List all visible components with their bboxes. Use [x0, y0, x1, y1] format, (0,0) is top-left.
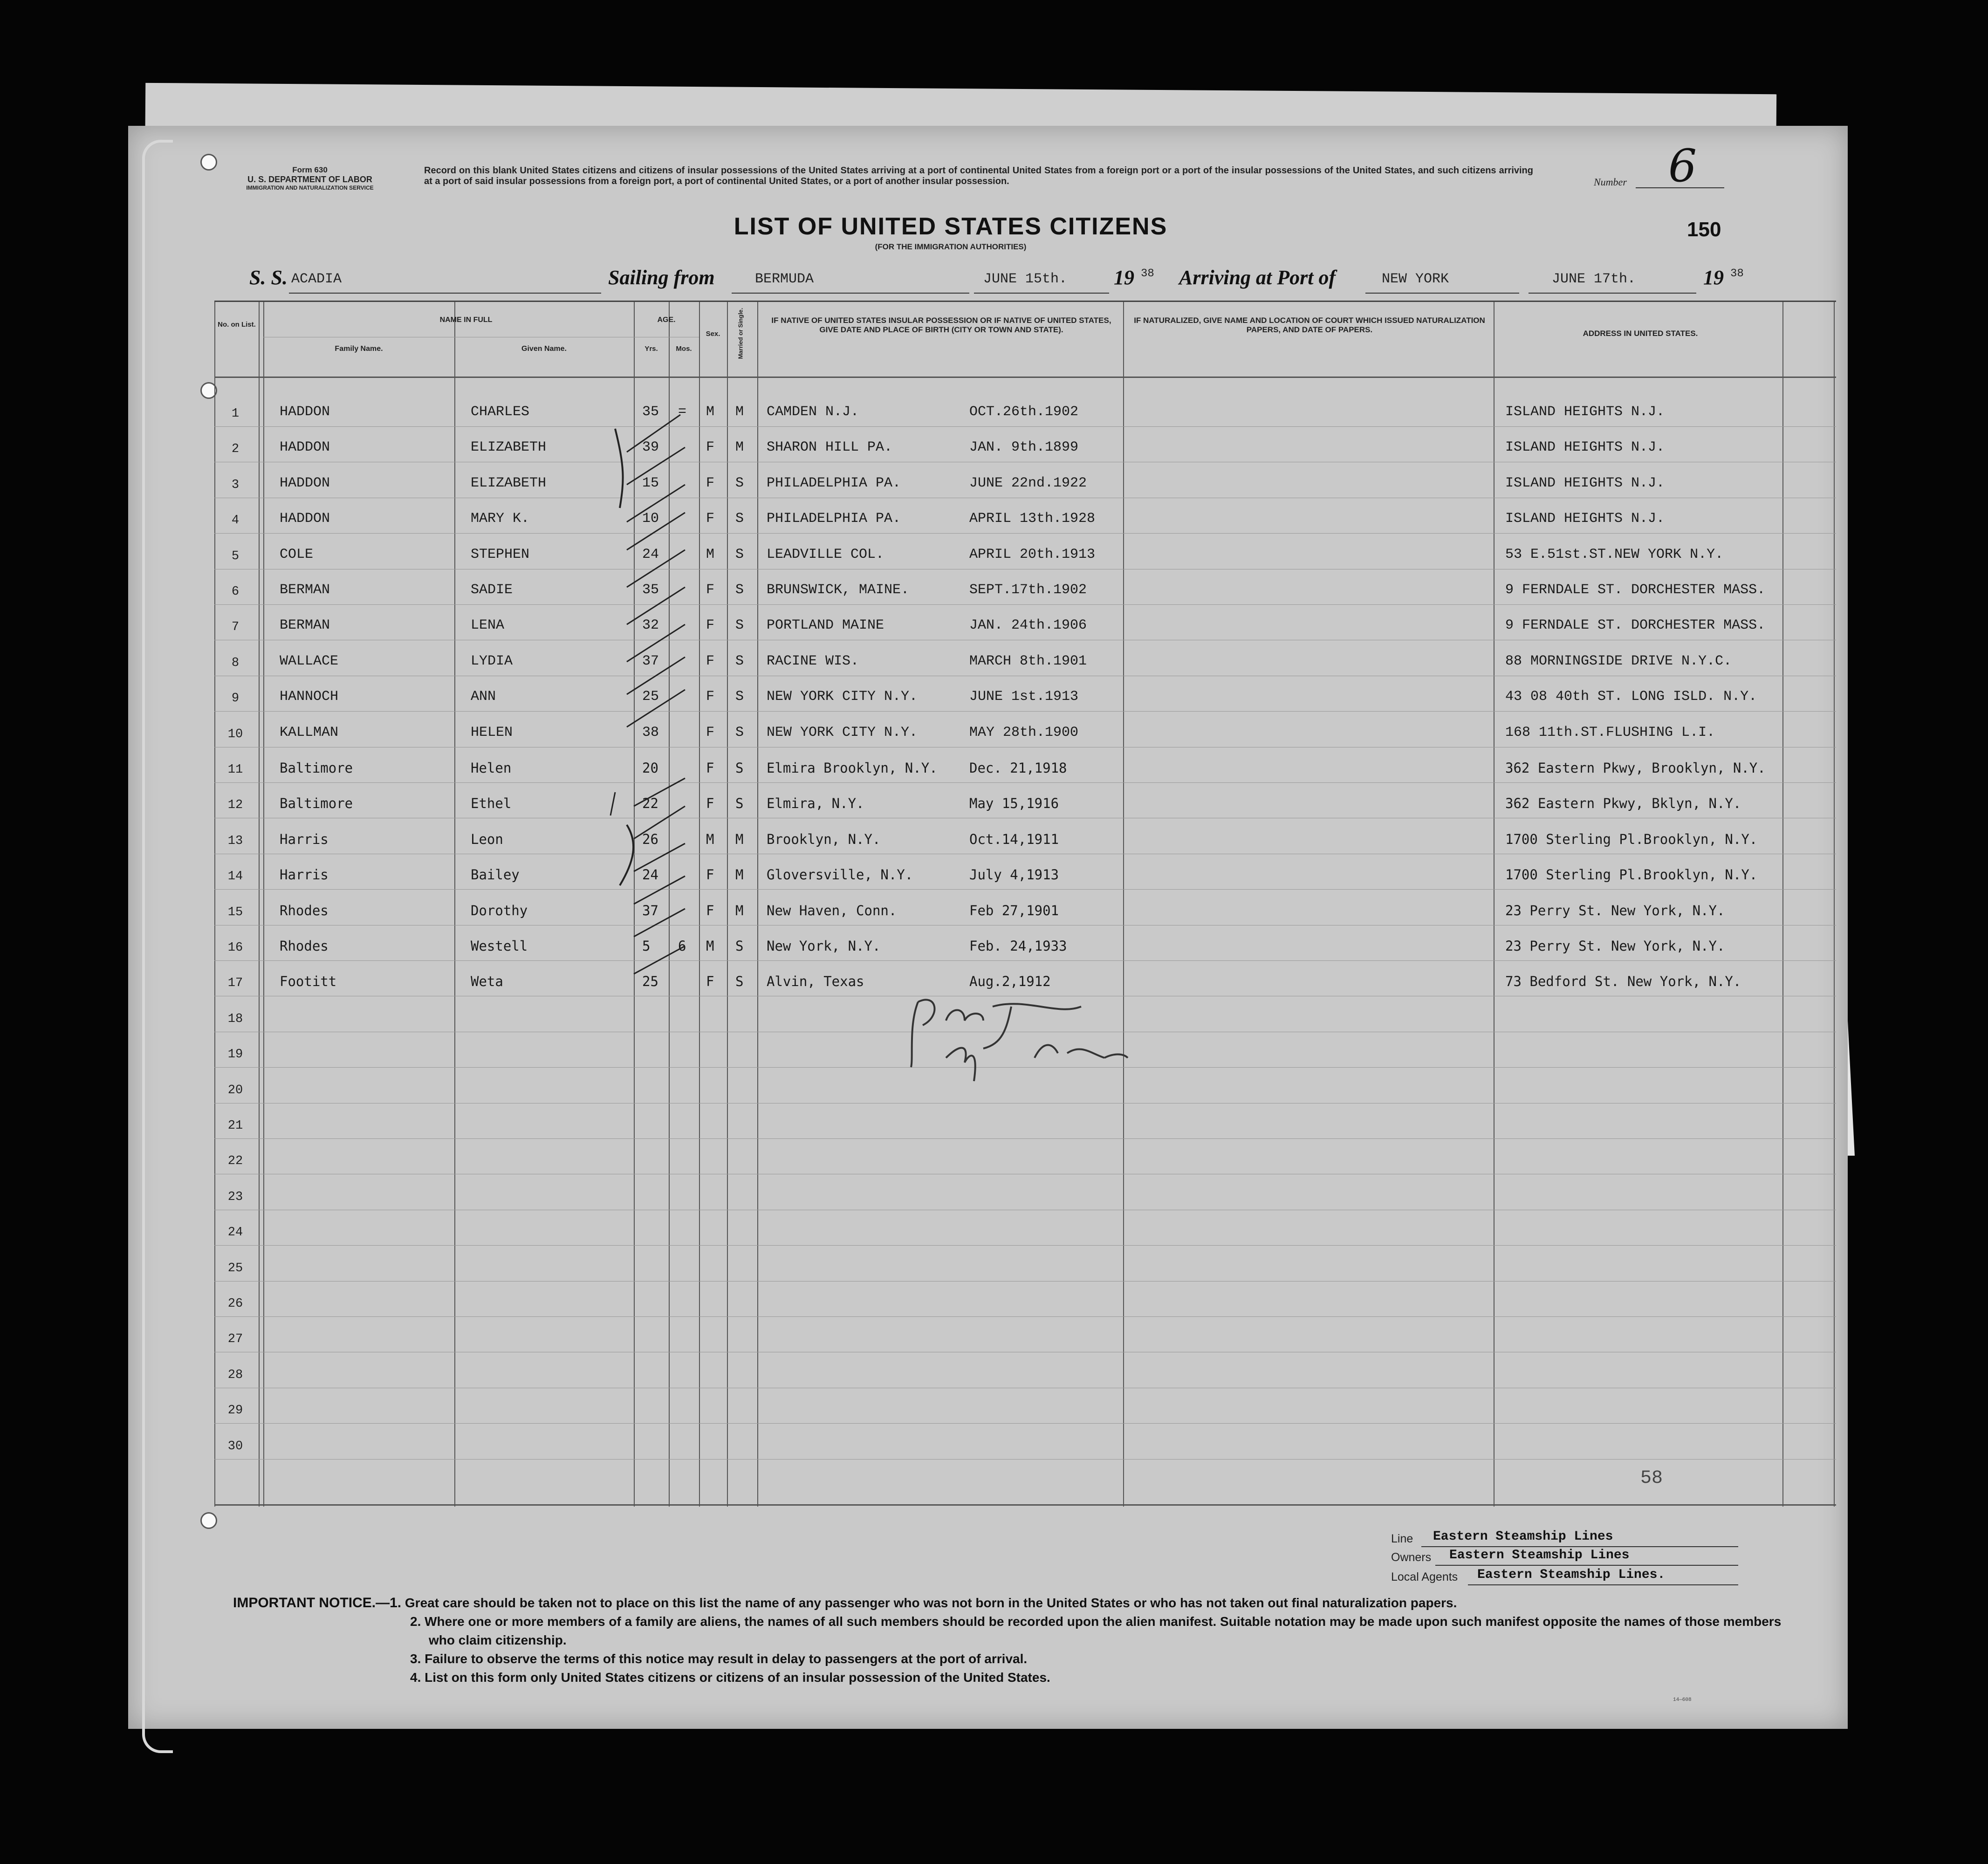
row-number: 11	[227, 763, 243, 777]
cell-place: RACINE WIS.	[767, 653, 859, 669]
agents-label: Local Agents	[1391, 1570, 1458, 1583]
row-number: 18	[227, 1012, 243, 1026]
cell-sex: M	[706, 546, 715, 562]
cell-date: Dec. 21,1918	[969, 760, 1067, 776]
cell-yrs: 32	[642, 617, 659, 634]
cell-sex: F	[706, 973, 714, 990]
cell-date: Feb 27,1901	[969, 902, 1059, 918]
form-header	[205, 165, 415, 191]
sailing-underline	[732, 293, 969, 294]
row-number: 12	[227, 798, 243, 813]
cell-place: PORTLAND MAINE	[767, 617, 884, 634]
sailing-year-prefix: 19	[1114, 266, 1134, 289]
arriving-date-underline	[1529, 293, 1696, 294]
row-number: 14	[227, 870, 243, 884]
service: IMMIGRATION AND NATURALIZATION SERVICE	[246, 185, 374, 191]
row-number: 24	[227, 1226, 243, 1240]
cell-place: Elmira Brooklyn, N.Y.	[767, 760, 938, 776]
cell-mos: =	[678, 404, 687, 420]
arriving-date: JUNE 17th.	[1552, 271, 1636, 287]
owners-label: Owners	[1391, 1551, 1432, 1564]
cell-ms: S	[735, 795, 744, 812]
cell-sex: F	[706, 795, 714, 812]
cell-ms: S	[735, 653, 744, 669]
page-title: LIST OF UNITED STATES CITIZENS	[734, 213, 1168, 240]
passenger-table	[214, 301, 1836, 1507]
notice-lead: IMPORTANT NOTICE.—1.	[233, 1595, 402, 1610]
cell-given: HELEN	[471, 724, 513, 740]
cell-ms: S	[735, 689, 744, 705]
cell-given: Westell	[471, 938, 528, 954]
notice-item-2: 2. Where one or more members of a family are aliens, the names of all such members should be recorded upon the alien manifest. Suitable notation may be made upon such manifest opposite the names of those members who claim citizenship.	[410, 1614, 1782, 1647]
cell-address: 53 E.51st.ST.NEW YORK N.Y.	[1505, 546, 1724, 562]
cell-sex: M	[706, 831, 714, 847]
cell-place: SHARON HILL PA.	[767, 439, 893, 456]
cell-place: BRUNSWICK, MAINE.	[767, 582, 910, 598]
cell-date: SEPT.17th.1902	[969, 582, 1087, 598]
cell-sex: M	[706, 938, 714, 954]
cell-sex: F	[706, 439, 715, 456]
cell-yrs: 5	[642, 938, 651, 954]
cell-given: Helen	[471, 760, 512, 776]
row-rule	[214, 604, 1836, 605]
bottom-number: 58	[1640, 1468, 1663, 1489]
cell-given: Leon	[471, 831, 503, 847]
cell-ms: S	[735, 760, 744, 776]
arriving-port: NEW YORK	[1382, 271, 1449, 287]
cell-ms: S	[735, 582, 744, 598]
row-number: 30	[227, 1439, 243, 1453]
cell-family: WALLACE	[280, 653, 339, 669]
cell-given: Weta	[471, 973, 503, 990]
row-rule	[214, 426, 1836, 427]
row-rule	[214, 889, 1836, 890]
cell-family: Harris	[280, 831, 329, 847]
cell-given: MARY K.	[471, 511, 530, 527]
agents-value: Eastern Steamship Lines.	[1477, 1568, 1666, 1582]
cell-date: APRIL 20th.1913	[969, 546, 1096, 562]
cell-yrs: 25	[642, 973, 658, 990]
cell-place: New Haven, Conn.	[767, 902, 897, 918]
row-rule	[214, 1316, 1836, 1317]
cell-ms: S	[735, 511, 744, 527]
cell-given: CHARLES	[471, 404, 530, 420]
row-number: 28	[227, 1368, 243, 1382]
cell-address: 43 08 40th ST. LONG ISLD. N.Y.	[1505, 689, 1757, 705]
row-number: 10	[227, 727, 243, 741]
cell-ms: S	[735, 973, 744, 990]
cell-sex: F	[706, 902, 714, 918]
cell-date: JAN. 9th.1899	[969, 439, 1079, 456]
cell-date: JUNE 1st.1913	[969, 689, 1079, 705]
cell-yrs: 20	[642, 760, 658, 776]
cell-ms: S	[735, 546, 744, 562]
form-number: Form 630	[292, 165, 328, 174]
cell-sex: F	[706, 867, 714, 883]
cell-sex: F	[706, 617, 715, 634]
cell-given: ANN	[471, 689, 496, 705]
row-rule	[214, 533, 1836, 534]
cell-yrs: 22	[642, 795, 658, 812]
cell-date: Oct.14,1911	[969, 831, 1059, 847]
row-rule	[214, 711, 1836, 712]
page-number: 150	[1687, 218, 1721, 241]
row-number: 19	[227, 1048, 243, 1062]
cell-date: APRIL 13th.1928	[969, 511, 1096, 527]
cell-yrs: 37	[642, 653, 659, 669]
arriving-port-underline	[1365, 293, 1519, 294]
col-mos: Mos.	[676, 345, 692, 353]
row-number: 26	[227, 1297, 243, 1311]
sailing-date-underline	[974, 293, 1109, 294]
cell-yrs: 35	[642, 404, 659, 420]
cell-ms: M	[735, 439, 744, 456]
cell-given: SADIE	[471, 582, 513, 598]
cell-given: ELIZABETH	[471, 439, 547, 456]
cell-sex: F	[706, 653, 715, 669]
cell-date: Aug.2,1912	[969, 973, 1051, 990]
line-label: Line	[1391, 1532, 1413, 1545]
cell-given: Bailey	[471, 867, 520, 883]
cell-given: LENA	[471, 617, 505, 634]
row-number: 5	[231, 549, 240, 563]
cell-family: KALLMAN	[280, 724, 339, 740]
cell-address: 1700 Sterling Pl.Brooklyn, N.Y.	[1505, 867, 1758, 883]
record-instructions: Record on this blank United States citizens and citizens of insular possessions of the United States arriving at a port of continental United States from a foreign port or a port of the insular possessions of the United States, and such citizens arriving at a port of said insular possessions from a foreign port, a port of continental United States, or a port of another insular possession.	[424, 165, 1533, 186]
cell-ms: M	[735, 902, 744, 918]
cell-place: PHILADELPHIA PA.	[767, 475, 901, 491]
row-number: 23	[227, 1190, 243, 1204]
cell-ms: M	[735, 867, 744, 883]
cell-date: May 15,1916	[969, 795, 1059, 812]
cell-yrs: 26	[642, 831, 658, 847]
row-number: 16	[227, 941, 243, 955]
arriving-label: Arriving at Port of	[1179, 266, 1336, 289]
page-subtitle: (FOR THE IMMIGRATION AUTHORITIES)	[875, 242, 1027, 251]
row-number: 3	[231, 478, 240, 492]
cell-yrs: 10	[642, 511, 659, 527]
cell-yrs: 24	[642, 867, 658, 883]
cell-family: HADDON	[280, 511, 330, 527]
cell-family: HADDON	[280, 475, 330, 491]
cell-yrs: 24	[642, 546, 659, 562]
row-number: 15	[227, 905, 243, 919]
cell-date: JUNE 22nd.1922	[969, 475, 1087, 491]
cell-address: ISLAND HEIGHTS N.J.	[1505, 475, 1665, 491]
cell-date: OCT.26th.1902	[969, 404, 1079, 420]
cell-ms: S	[735, 617, 744, 634]
col-address: ADDRESS IN UNITED STATES.	[1583, 329, 1698, 338]
cell-sex: M	[706, 404, 715, 420]
cell-address: ISLAND HEIGHTS N.J.	[1505, 439, 1665, 456]
row-number: 8	[231, 656, 240, 670]
cell-ms: M	[735, 404, 744, 420]
cell-yrs: 38	[642, 724, 659, 740]
cell-address: 362 Eastern Pkwy, Bklyn, N.Y.	[1505, 795, 1741, 812]
cell-date: MARCH 8th.1901	[969, 653, 1087, 669]
cell-place: NEW YORK CITY N.Y.	[767, 724, 918, 740]
sailing-date: JUNE 15th.	[983, 271, 1068, 287]
arriving-year: 38	[1730, 267, 1744, 280]
cell-address: 88 MORNINGSIDE DRIVE N.Y.C.	[1505, 653, 1732, 669]
col-yrs: Yrs.	[644, 345, 658, 353]
row-number: 1	[231, 407, 240, 421]
cell-ms: S	[735, 938, 744, 954]
cell-address: 9 FERNDALE ST. DORCHESTER MASS.	[1505, 582, 1766, 598]
cell-yrs: 25	[642, 689, 659, 705]
cell-date: July 4,1913	[969, 867, 1059, 883]
sailing-from: BERMUDA	[755, 271, 814, 287]
notice-item-4: 4. List on this form only United States citizens or citizens of an insular possession of the United States.	[410, 1670, 1050, 1685]
cell-sex: F	[706, 511, 715, 527]
cell-date: MAY 28th.1900	[969, 724, 1079, 740]
row-number: 25	[227, 1261, 243, 1275]
handwritten-check-marks	[606, 396, 722, 1002]
cell-address: 362 Eastern Pkwy, Brooklyn, N.Y.	[1505, 760, 1766, 776]
col-name-in-full: NAME IN FULL	[439, 316, 493, 324]
cell-family: Baltimore	[280, 795, 353, 812]
cell-address: 73 Bedford St. New York, N.Y.	[1505, 973, 1741, 990]
row-rule	[214, 1245, 1836, 1246]
cell-yrs: 15	[642, 475, 659, 491]
row-rule	[214, 960, 1836, 961]
cell-family: HADDON	[280, 404, 330, 420]
row-rule	[214, 1281, 1836, 1282]
cell-given: Dorothy	[471, 902, 528, 918]
cell-family: Baltimore	[280, 760, 353, 776]
row-number: 27	[227, 1332, 243, 1347]
row-rule	[214, 1138, 1836, 1139]
row-number: 9	[231, 692, 240, 706]
cell-place: Elmira, N.Y.	[767, 795, 864, 812]
row-number: 6	[231, 585, 240, 599]
col-married: Married or Single.	[737, 308, 744, 359]
ship-name: ACADIA	[291, 271, 342, 287]
row-number: 4	[231, 514, 240, 528]
cell-address: 1700 Sterling Pl.Brooklyn, N.Y.	[1505, 831, 1758, 847]
row-number: 13	[227, 834, 243, 848]
col-native: IF NATIVE OF UNITED STATES INSULAR POSSESSION OR IF NATIVE OF UNITED STATES, GIVE DATE AND PLACE OF BIRTH (CITY OR TOWN AND STATE).	[771, 316, 1111, 334]
cell-ms: S	[735, 475, 744, 491]
line-value: Eastern Steamship Lines	[1433, 1529, 1613, 1544]
col-given-name: Given Name.	[521, 345, 567, 353]
cell-family: BERMAN	[280, 582, 330, 598]
number-value: 6	[1668, 140, 1697, 192]
row-number: 20	[227, 1083, 243, 1097]
cell-address: 23 Perry St. New York, N.Y.	[1505, 938, 1725, 954]
cell-given: ELIZABETH	[471, 475, 547, 491]
cell-address: 168 11th.ST.FLUSHING L.I.	[1505, 724, 1715, 740]
col-age: AGE.	[657, 316, 676, 324]
cell-place: Alvin, Texas	[767, 973, 864, 990]
cell-yrs: 39	[642, 439, 659, 456]
binder-ring	[142, 140, 173, 1753]
cell-family: HADDON	[280, 439, 330, 456]
notice-item-3: 3. Failure to observe the terms of this notice may result in delay to passengers at the port of arrival.	[410, 1652, 1028, 1666]
cell-address: 23 Perry St. New York, N.Y.	[1505, 902, 1725, 918]
cell-given: Ethel	[471, 795, 512, 812]
row-number: 29	[227, 1404, 243, 1418]
ss-label: S. S.	[249, 266, 288, 289]
important-notice	[233, 1594, 1789, 1687]
cell-date: Feb. 24,1933	[969, 938, 1067, 954]
cell-sex: F	[706, 760, 714, 776]
row-rule	[214, 1459, 1836, 1460]
cell-ms: S	[735, 724, 744, 740]
print-code: 14—608	[1673, 1697, 1692, 1703]
cell-place: NEW YORK CITY N.Y.	[767, 689, 918, 705]
row-number: 2	[231, 442, 240, 457]
cell-mos: 6	[678, 938, 686, 954]
cell-family: Rhodes	[280, 902, 329, 918]
cell-ms: M	[735, 831, 744, 847]
department: U. S. DEPARTMENT OF LABOR	[247, 175, 372, 184]
col-no: No. on List.	[218, 321, 256, 329]
cell-given: LYDIA	[471, 653, 513, 669]
cell-yrs: 37	[642, 902, 658, 918]
cell-family: Footitt	[280, 973, 337, 990]
cell-place: Brooklyn, N.Y.	[767, 831, 881, 847]
cell-address: 9 FERNDALE ST. DORCHESTER MASS.	[1505, 617, 1766, 634]
cell-place: Gloversville, N.Y.	[767, 867, 913, 883]
cell-family: BERMAN	[280, 617, 330, 634]
row-number: 7	[231, 620, 240, 635]
cell-yrs: 35	[642, 582, 659, 598]
cell-family: Harris	[280, 867, 329, 883]
cell-place: LEADVILLE COL.	[767, 546, 884, 562]
cell-sex: F	[706, 582, 715, 598]
sailing-year: 38	[1141, 267, 1154, 280]
number-label: Number	[1594, 176, 1627, 188]
col-family-name: Family Name.	[335, 345, 383, 353]
cell-given: STEPHEN	[471, 546, 530, 562]
cell-place: CAMDEN N.J.	[767, 404, 859, 420]
cell-family: Rhodes	[280, 938, 329, 954]
row-rule	[214, 782, 1836, 783]
notice-item-1: Great care should be taken not to place on this list the name of any passenger who was not born in the United States or who has not taken out final naturalization papers.	[404, 1596, 1457, 1610]
punch-hole	[200, 1512, 217, 1529]
row-rule	[214, 1423, 1836, 1424]
row-number: 21	[227, 1119, 243, 1133]
cell-family: HANNOCH	[280, 689, 339, 705]
row-number: 22	[227, 1154, 243, 1169]
ship-underline	[289, 293, 601, 294]
owners-value: Eastern Steamship Lines	[1449, 1548, 1630, 1562]
col-naturalized: IF NATURALIZED, GIVE NAME AND LOCATION OF COURT WHICH ISSUED NATURALIZATION PAPERS, AND DATE OF PAPERS.	[1134, 316, 1485, 334]
cell-date: JAN. 24th.1906	[969, 617, 1087, 634]
cell-sex: F	[706, 689, 715, 705]
sailing-label: Sailing from	[608, 266, 715, 289]
handwritten-signature	[904, 988, 1165, 1095]
cell-address: ISLAND HEIGHTS N.J.	[1505, 404, 1665, 420]
arriving-year-prefix: 19	[1703, 266, 1724, 289]
cell-sex: F	[706, 724, 715, 740]
cell-place: New York, N.Y.	[767, 938, 881, 954]
cell-family: COLE	[280, 546, 314, 562]
cell-address: ISLAND HEIGHTS N.J.	[1505, 511, 1665, 527]
cell-place: PHILADELPHIA PA.	[767, 511, 901, 527]
col-sex: Sex.	[706, 330, 720, 338]
cell-sex: F	[706, 475, 715, 491]
row-number: 17	[227, 976, 243, 991]
